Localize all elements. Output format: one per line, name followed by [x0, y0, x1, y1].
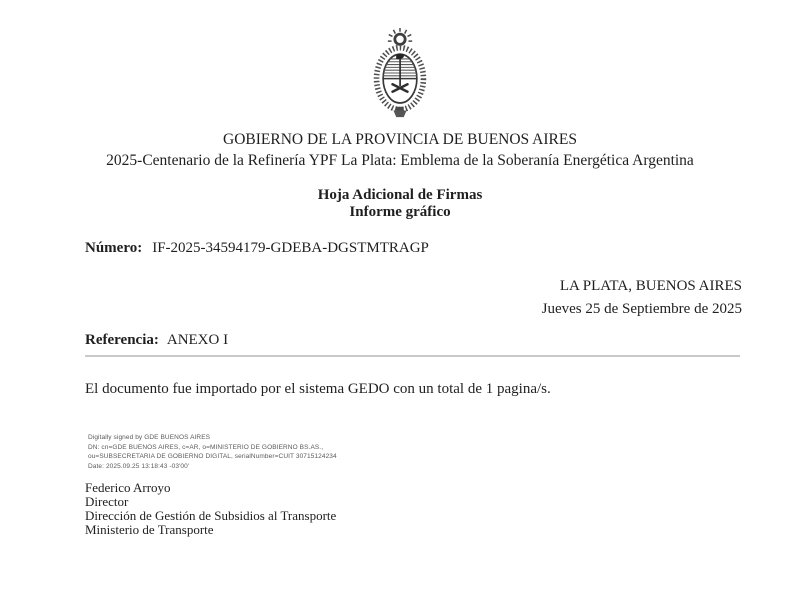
document-title	[0, 187, 800, 221]
reference-line	[85, 332, 228, 349]
title-line-1: Hoja Adicional de Firmas	[317, 187, 483, 203]
digital-signature-stamp	[88, 433, 337, 471]
signer-name: Federico Arroyo	[85, 480, 171, 495]
document-header	[0, 129, 800, 171]
signer-ministry: Ministerio de Transporte	[85, 522, 214, 537]
number-value: IF-2025-34594179-GDEBA-DGSTMTRAGP	[152, 240, 429, 256]
place-line: LA PLATA, BUENOS AIRES	[559, 278, 742, 294]
digsig-line-4: Date: 2025.09.25 13:18:43 -03'00'	[88, 462, 190, 470]
body-text: El documento fue importado por el sistema GEDO con un total de 1 pagina/s.	[85, 381, 551, 397]
horizontal-divider	[85, 355, 740, 357]
header-year-motto: 2025-Centenario de la Refinería YPF La Plata: Emblema de la Soberanía Energética Argentina	[106, 152, 694, 169]
place-date-block	[542, 275, 742, 321]
digsig-line-3: ou=SUBSECRETARIA DE GOBIERNO DIGITAL, serialNumber=CUIT 30715124234	[88, 453, 337, 460]
signer-office: Dirección de Gestión de Subsidios al Transporte	[85, 508, 337, 523]
reference-value: ANEXO I	[166, 332, 229, 348]
header-government-title: GOBIERNO DE LA PROVINCIA DE BUENOS AIRES	[223, 131, 577, 148]
coat-of-arms-buenos-aires-icon	[362, 28, 438, 118]
digsig-line-2: DN: cn=GDE BUENOS AIRES, c=AR, o=MINISTERIO DE GOBIERNO BS.AS.,	[88, 443, 324, 451]
signer-block	[85, 481, 336, 537]
number-label: Número:	[85, 240, 143, 256]
title-line-2: Informe gráfico	[349, 204, 451, 220]
date-line: Jueves 25 de Septiembre de 2025	[541, 301, 742, 317]
document-number-line	[85, 240, 429, 257]
digsig-line-1: Digitally signed by GDE BUENOS AIRES	[88, 434, 211, 441]
reference-label: Referencia:	[85, 332, 159, 348]
signer-role: Director	[85, 494, 129, 509]
